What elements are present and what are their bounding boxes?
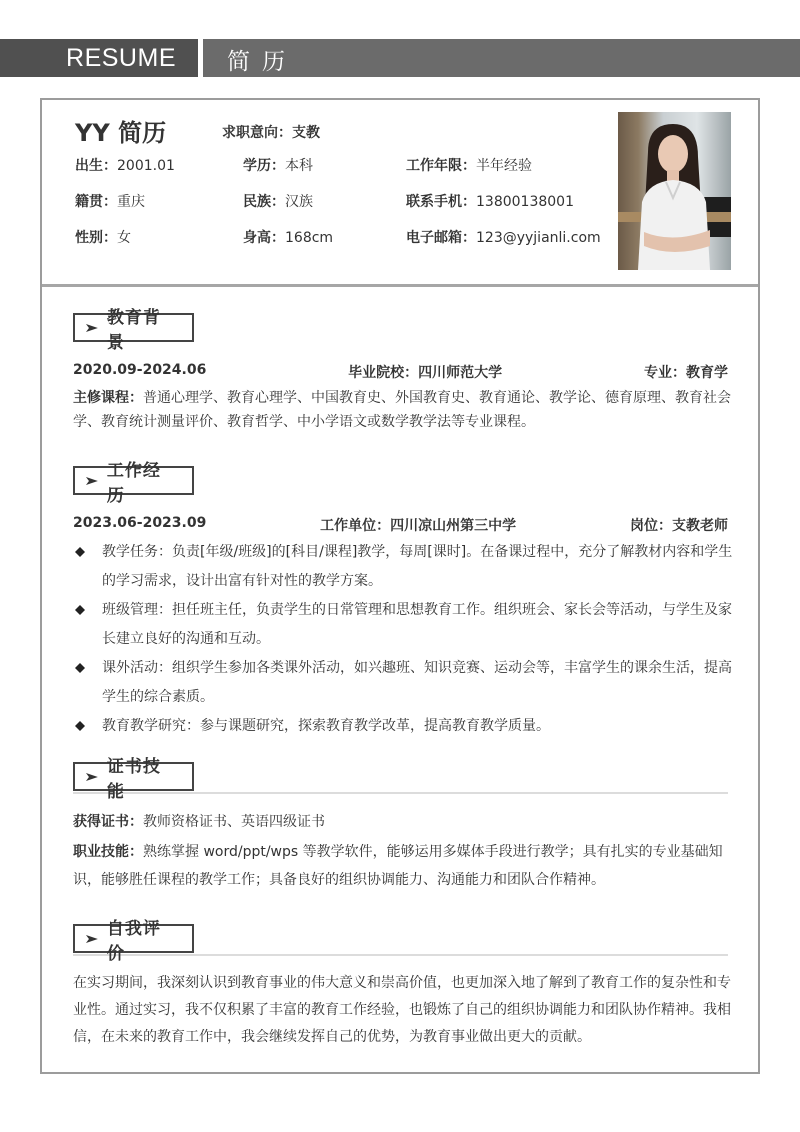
info-hometown: 籍贯：重庆 <box>75 194 145 210</box>
info-work-years: 工作年限：半年经验 <box>406 158 532 174</box>
info-height: 身高：168cm <box>243 230 334 246</box>
skills-certificates: 获得证书：教师资格证书、英语四级证书 <box>73 814 325 830</box>
diamond-bullet-icon <box>75 663 85 673</box>
education-courses: 主修课程：普通心理学、教育心理学、中国教育史、外国教育史、教育通论、教学论、德育原理、教育社会学、教育统计测量评价、教育哲学、中小学语文或数学教学法等专业课程。 <box>73 390 731 430</box>
education-summary <box>73 362 728 382</box>
profile-photo <box>618 112 731 270</box>
top-banner <box>0 39 800 77</box>
info-gender: 性别：女 <box>75 230 131 246</box>
work-company: 工作单位：四川凉山州第三中学 <box>320 518 517 534</box>
skills-professional: 职业技能：熟练掌握 word/ppt/wps 等教学软件，能够运用多媒体手段进行教学；具有扎实的专业基础知识，能够胜任课程的教学工作；具备良好的组织协调能力、沟通能力和团队合作精神。 <box>73 844 723 888</box>
info-email: 电子邮箱：123@yyjianli.com <box>406 230 601 246</box>
diamond-bullet-icon <box>75 547 85 557</box>
diamond-bullet-icon <box>75 605 85 615</box>
resume-name: YY 简历 <box>75 119 167 147</box>
resume-frame <box>40 98 760 1074</box>
job-intent-key: 求职意向： <box>222 125 292 141</box>
list-item: 课外活动：组织学生参加各类课外活动，如兴趣班、知识竞赛、运动会等，丰富学生的课余生活，提高学生的综合素质。 <box>73 654 733 712</box>
portrait-icon <box>618 112 731 270</box>
info-phone: 联系手机：13800138001 <box>406 194 574 210</box>
self-eval-text: 在实习期间，我深刻认识到教育事业的伟大意义和崇高价值，也更加深入地了解到了教育工作的复杂性和专业性。通过实习，我不仅积累了丰富的教育工作经验，也锻炼了自己的组织协调能力和团队协作精神。我相信，在未来的教育工作中，我会继续发挥自己的优势，为教育事业做出更大的贡献。 <box>73 975 731 1045</box>
job-intent <box>222 122 320 142</box>
info-birth: 出生：2001.01 <box>75 158 175 174</box>
chevron-right-icon <box>85 476 99 486</box>
education-school: 毕业院校：四川师范大学 <box>348 365 503 381</box>
banner-jianli <box>203 39 800 77</box>
chevron-right-icon <box>85 323 99 333</box>
banner-resume <box>0 39 198 77</box>
list-item: 教育教学研究：参与课题研究，探索教育教学改革，提高教育教学质量。 <box>73 712 733 741</box>
work-position: 岗位：支教老师 <box>630 518 728 534</box>
header-divider <box>42 284 758 287</box>
banner-resume-label: RESUME <box>66 44 176 72</box>
education-period: 2020.09-2024.06 <box>73 362 207 378</box>
info-ethnicity: 民族：汉族 <box>243 194 313 210</box>
diamond-bullet-icon <box>75 721 85 731</box>
work-period: 2023.06-2023.09 <box>73 515 207 531</box>
list-item: 班级管理：担任班主任，负责学生的日常管理和思想教育工作。组织班会、家长会等活动，与学生及家长建立良好的沟通和互动。 <box>73 596 733 654</box>
list-item: 教学任务：负责[年级/班级]的[科目/课程]教学，每周[课时]。在备课过程中，充分了解教材内容和学生的学习需求，设计出富有针对性的教学方案。 <box>73 538 733 596</box>
job-intent-value: 支教 <box>292 125 320 141</box>
work-duties-list <box>73 538 733 741</box>
section-title-skills: 证书技能 <box>73 762 194 791</box>
info-degree: 学历：本科 <box>243 158 313 174</box>
chevron-right-icon <box>85 934 99 944</box>
education-major: 专业：教育学 <box>644 365 728 381</box>
section-title-education: 教育背景 <box>73 313 194 342</box>
section-title-work: 工作经历 <box>73 466 194 495</box>
work-summary <box>73 515 728 535</box>
chevron-right-icon <box>85 772 99 782</box>
banner-jianli-label: 简历 <box>227 49 297 75</box>
section-title-self-eval: 自我评价 <box>73 924 194 953</box>
